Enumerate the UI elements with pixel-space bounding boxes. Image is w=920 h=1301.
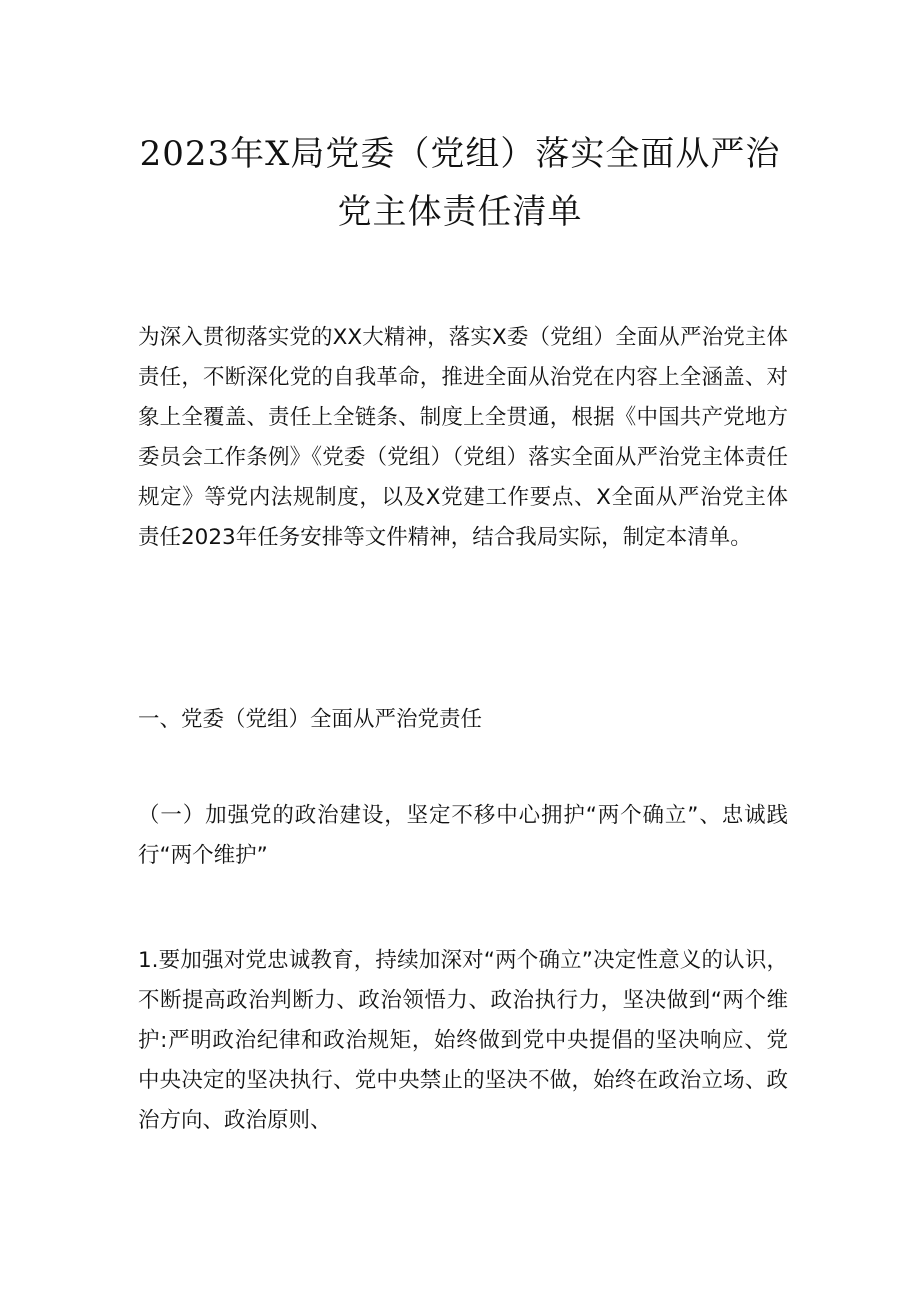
section-heading: 一、党委（党组）全面从严治党责任 <box>138 707 483 732</box>
document-title-line-1: 2023年X局党委（党组）落实全面从严治 <box>139 134 781 174</box>
list-item-1: 1.要加强对党忠诚教育，持续加深对“两个确立”决定性意义的认识，不断提高政治判断力、政治领悟力、政治执行力，坚决做到“两个维护:严明政治纪律和政治规矩，始终做到党中央提倡的坚决响应、党中央决定的坚决执行、党中央禁止的坚决不做，始终在政治立场、政治方向、政治原则、 <box>138 948 788 1133</box>
document-title-line-2: 党主体责任清单 <box>337 192 583 232</box>
subsection-heading: （一）加强党的政治建设，坚定不移中心拥护“两个确立”、忠诚践行“两个维护” <box>138 803 788 868</box>
intro-paragraph: 为深入贯彻落实党的XX大精神，落实X委（党组）全面从严治党主体责任，不断深化党的自我革命，推进全面从治党在内容上全涵盖、对象上全覆盖、责任上全链条、制度上全贯通，根据《中国共产党地方委员会工作条例》《党委（党组）（党组）落实全面从严治党主体责任规定》等党内法规制度，以及X党建工作要点、X全面从严治党主体责任2023年任务安排等文件精神，结合我局实际，制定本清单。 <box>138 325 788 550</box>
